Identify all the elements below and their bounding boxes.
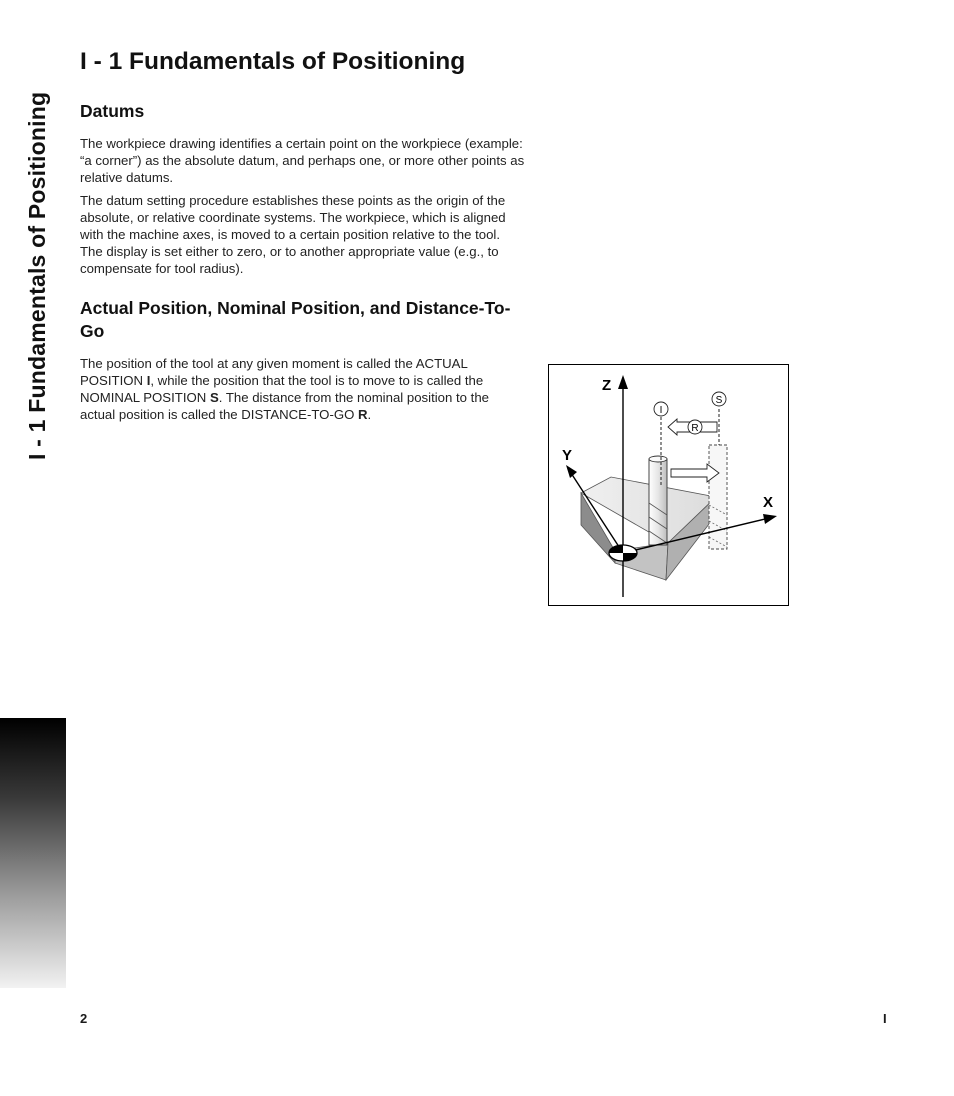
workpiece-block xyxy=(581,477,716,580)
paragraph-text: The position of the tool at any given moment is called the ACTUAL POSITION xyxy=(80,356,468,389)
paragraph-text: , while the position that the tool is to move to is called the NOMINAL POSITION xyxy=(80,373,484,405)
side-tab-gradient xyxy=(0,718,66,988)
datums-paragraph-1: The workpiece drawing identifies a certain point on the workpiece (example: “a corner”) as the absolute datum, and perhaps one, or more other points as relative datums. xyxy=(80,136,525,185)
z-axis-label: Z xyxy=(602,377,612,394)
actual-position-symbol: I xyxy=(146,373,151,389)
actual-position-paragraph xyxy=(80,356,525,423)
label-r: R xyxy=(691,423,699,434)
datums-heading: Datums xyxy=(80,101,145,121)
label-i-circle xyxy=(654,402,668,416)
x-axis-label: X xyxy=(763,494,774,511)
side-tab-title: I - 1 Fundamentals of Positioning xyxy=(24,91,50,460)
actual-tool xyxy=(649,456,667,545)
paragraph-text: . xyxy=(367,406,372,422)
page-title: I - 1 Fundamentals of Positioning xyxy=(80,48,466,75)
main-content xyxy=(80,46,525,431)
page-number: 2 xyxy=(80,1011,88,1026)
section-marker: I xyxy=(883,1011,887,1026)
label-i: I xyxy=(659,405,663,416)
distance-to-go-symbol: R xyxy=(358,406,368,422)
actual-position-heading: Actual Position, Nominal Position, and Distance-To-Go xyxy=(80,298,511,342)
nominal-tool xyxy=(709,445,727,549)
y-axis-label: Y xyxy=(562,447,573,464)
paragraph-text: . The distance from the nominal position to the actual position is called the DISTANCE-TO-GO xyxy=(80,389,489,422)
label-s-circle xyxy=(712,392,726,406)
label-s: S xyxy=(715,395,723,406)
positioning-diagram xyxy=(548,364,789,606)
nominal-position-symbol: S xyxy=(209,389,219,405)
label-r-circle xyxy=(688,420,702,434)
datum-marker-icon xyxy=(609,545,637,561)
datums-paragraph-2: The datum setting procedure establishes these points as the origin of the absolute, or relative coordinate systems. The workpiece, which is aligned with the machine axes, is moved to a certain position relative to the tool. The display is set either to zero, or to another appropriate value (e.g., to compensate for tool radius). xyxy=(80,193,506,276)
diagram-svg xyxy=(549,365,788,605)
